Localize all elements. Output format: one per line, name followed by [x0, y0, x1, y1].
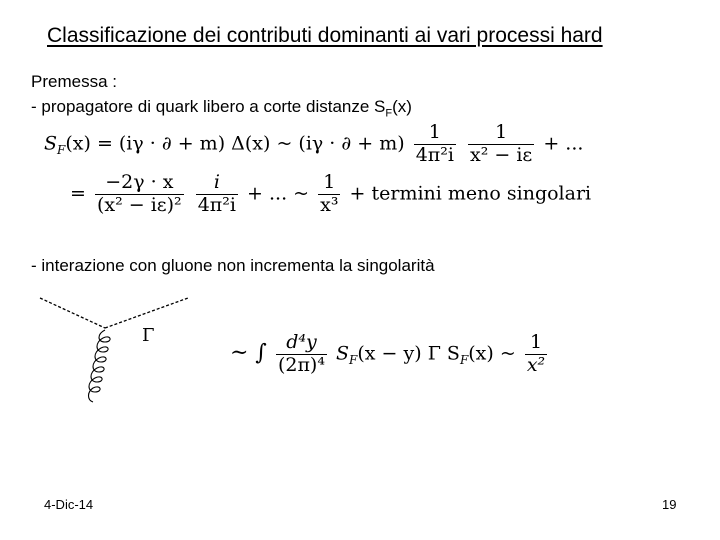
eq2-tail: + termini meno singolari	[349, 182, 592, 205]
eq1-tail: + ...	[543, 132, 584, 155]
eq3-sub-2: F	[459, 353, 469, 368]
feynman-vertex-diagram	[30, 290, 210, 450]
eq3-frac-2-den: x²	[526, 353, 546, 376]
eq1-lhs: S	[44, 132, 58, 155]
equation-line-1	[44, 122, 583, 167]
eq2-equals: =	[70, 182, 86, 205]
eq3-prefix: ~ ∫	[230, 340, 267, 366]
eq2-frac-2-num: i	[196, 172, 238, 195]
eq3-arg-2: (x) ~	[468, 342, 516, 365]
eq3-frac-1-num: d⁴y	[276, 332, 327, 355]
eq1-arg: (x) = (iγ · ∂ + m) Δ(x) ~ (iγ · ∂ + m)	[65, 132, 405, 155]
eq2-frac-3-num: 1	[318, 172, 340, 195]
eq3-body: S	[336, 342, 350, 365]
bullet-propagator-tail: (x)	[392, 97, 412, 116]
eq1-frac-1-num: 1	[414, 122, 456, 145]
premise-label: Premessa :	[31, 72, 117, 91]
eq3-frac-2-num: 1	[525, 332, 547, 355]
eq1-frac-2-den: x² − iε	[470, 143, 533, 166]
eq1-frac-1	[414, 122, 456, 167]
eq3-sub-1: F	[349, 353, 358, 368]
equation-line-2	[70, 172, 591, 217]
eq2-frac-2	[196, 172, 238, 217]
vertex-label: Γ	[142, 325, 155, 346]
eq3-frac-1	[276, 332, 327, 377]
footer-date: 4-Dic-14	[44, 497, 94, 512]
gluon-line	[89, 330, 111, 402]
eq1-frac-2	[468, 122, 534, 167]
eq1-frac-1-den: 4π²i	[415, 143, 454, 166]
eq1-sub: F	[57, 143, 66, 158]
eq3-arg-1: (x − y) Γ S	[357, 342, 460, 365]
bullet-propagator-text: - propagatore di quark libero a corte distanze S	[31, 97, 386, 116]
bullet-gluon: - interazione con gluone non incrementa la singolarità	[31, 256, 435, 275]
eq3-frac-1-den: (2π)⁴	[277, 353, 325, 376]
eq2-frac-1-den: (x² − iε)²	[96, 193, 182, 216]
outgoing-quark-line	[105, 298, 188, 328]
bullet-propagator	[31, 97, 412, 119]
eq2-frac-3-den: x³	[320, 193, 339, 216]
incoming-quark-line	[40, 298, 105, 328]
eq2-frac-3	[318, 172, 340, 217]
eq2-mid: + ... ~	[247, 182, 310, 205]
eq1-frac-2-num: 1	[468, 122, 534, 145]
eq3-frac-2	[525, 332, 547, 377]
page-number: 19	[662, 497, 677, 512]
eq2-frac-1	[95, 172, 184, 217]
eq2-frac-2-den: 4π²i	[197, 193, 236, 216]
eq2-frac-1-num: −2γ · x	[95, 172, 184, 195]
slide-title: Classificazione dei contributi dominanti ai vari processi hard	[47, 24, 603, 47]
bullet-propagator-sub: F	[385, 107, 393, 120]
equation-line-3	[230, 332, 550, 377]
